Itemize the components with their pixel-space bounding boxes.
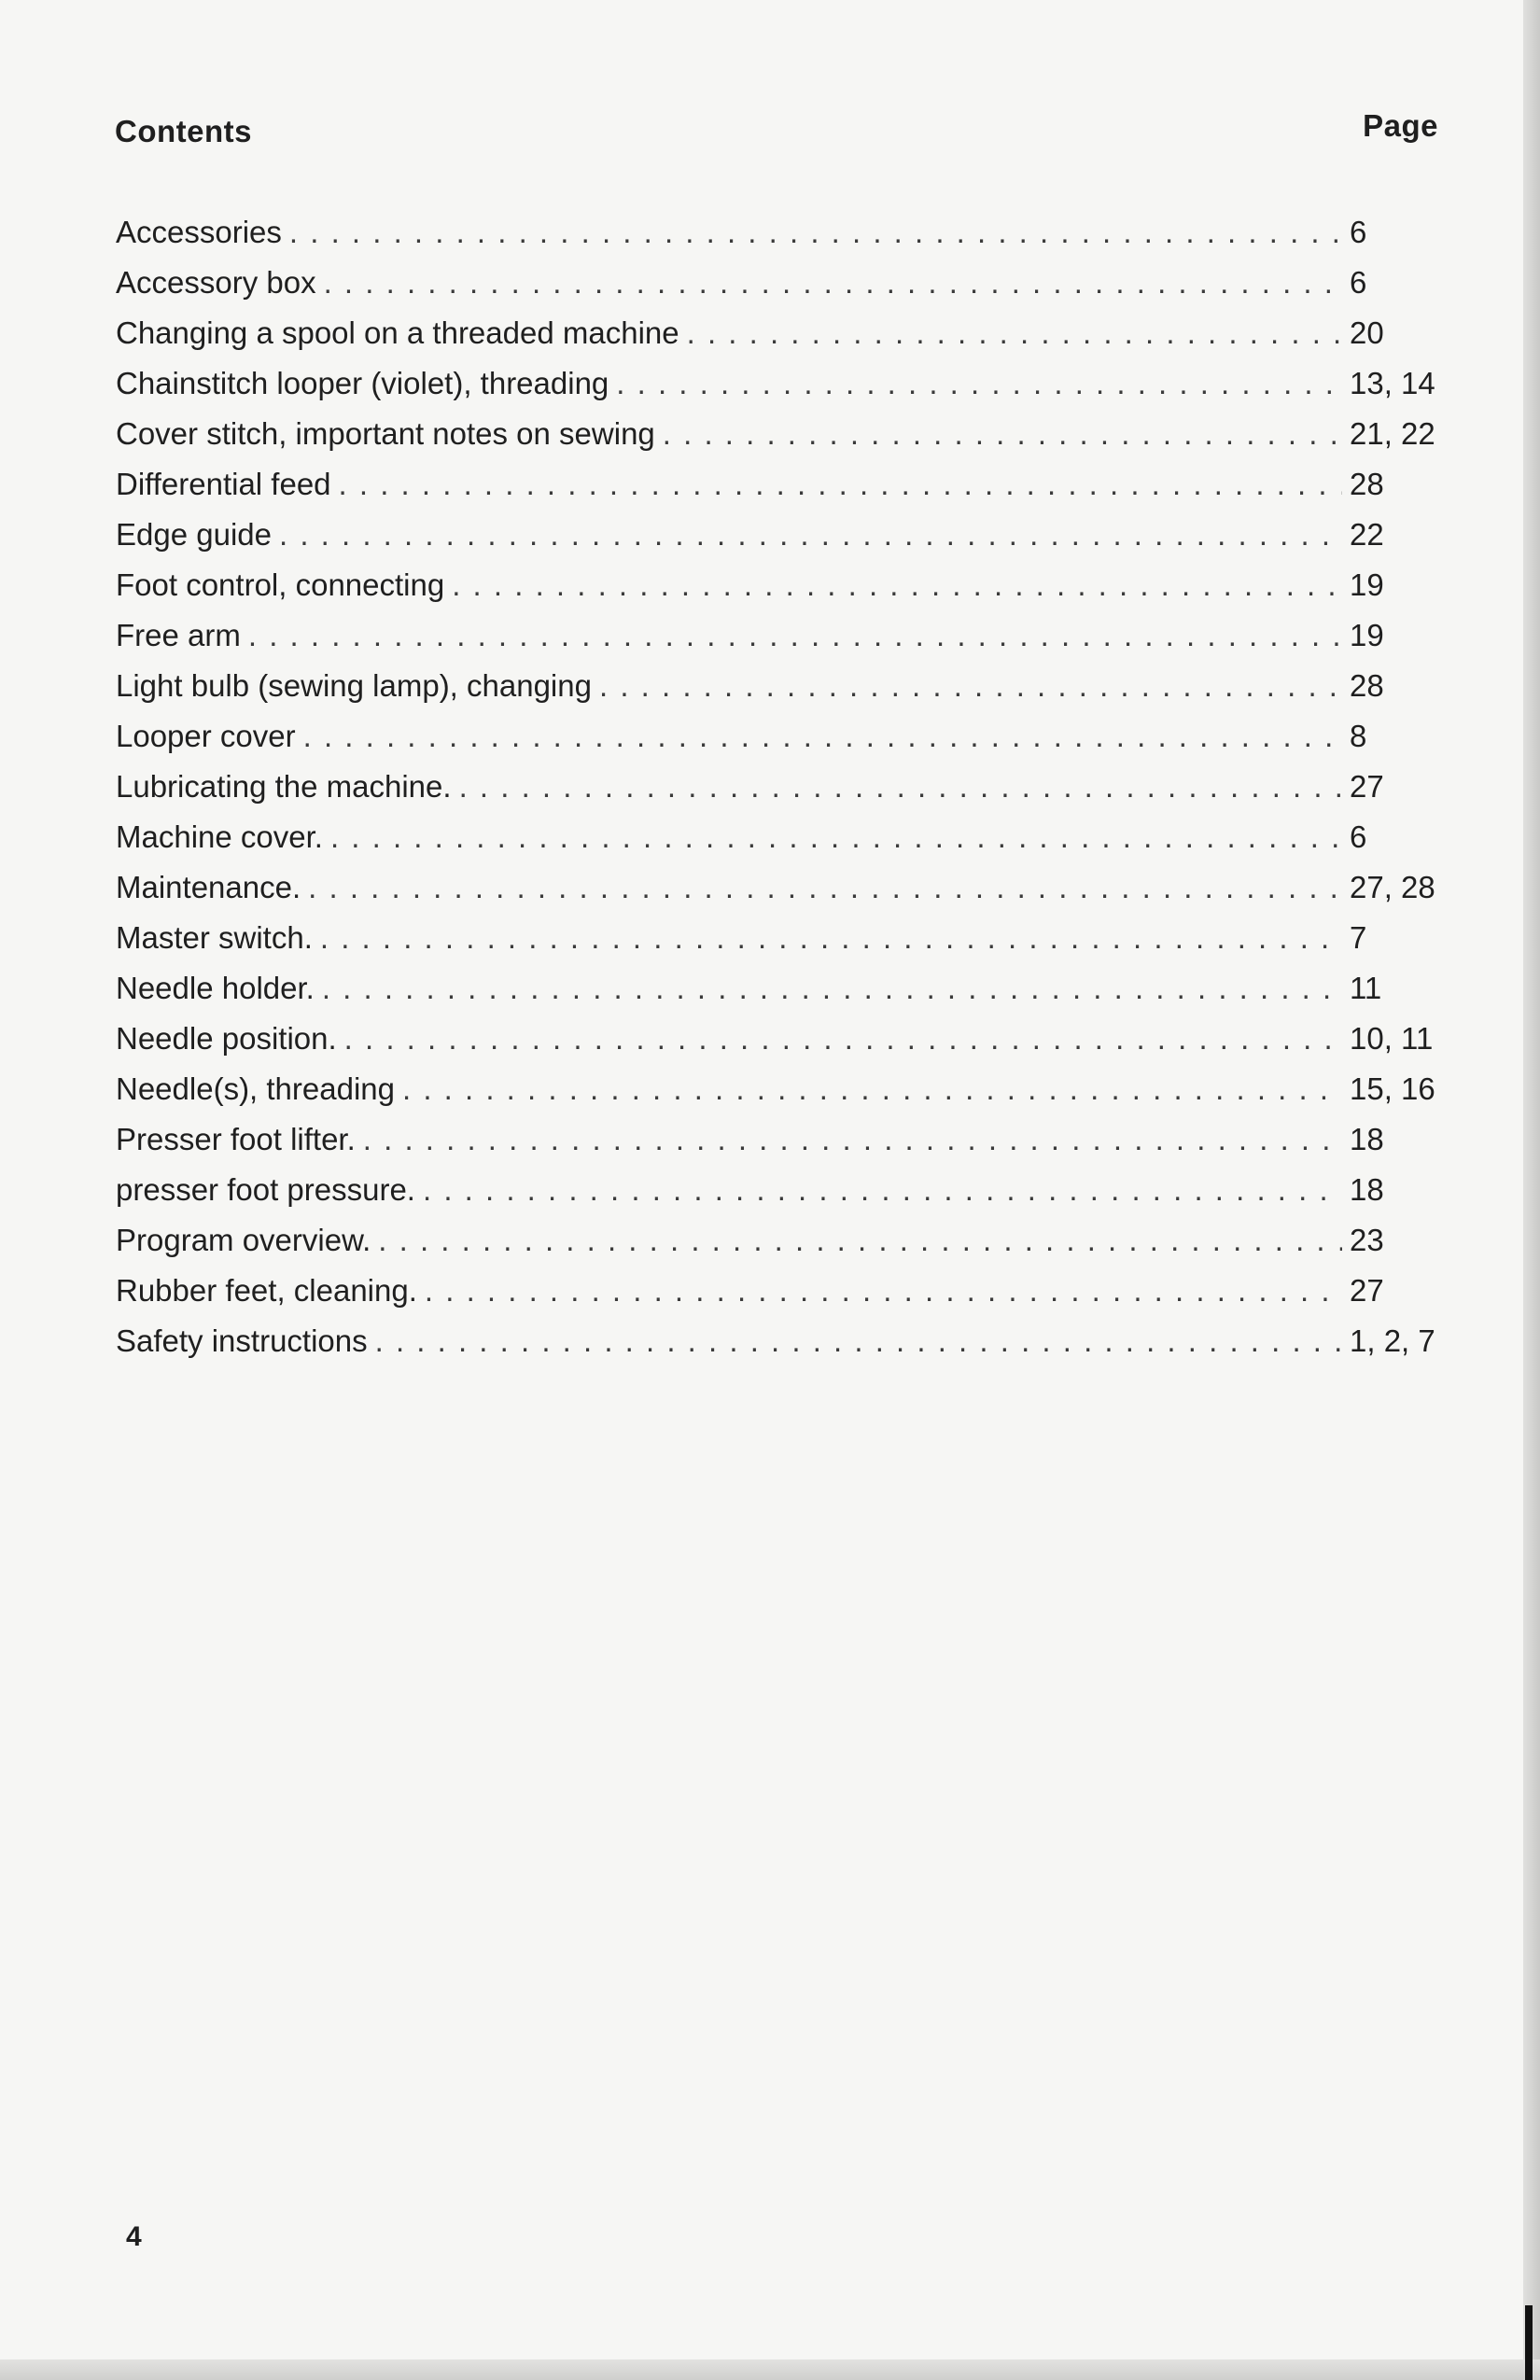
dot-leader [279,510,1342,560]
toc-entry-page: 6 [1350,265,1367,300]
toc-entry-label: Chainstitch looper (violet), threading [116,366,609,400]
toc-entry [116,1165,1460,1215]
toc-entry-page: 11 [1350,971,1382,1005]
toc-entry-label: Master switch. [116,920,313,955]
toc-entry-page: 27, 28 [1350,870,1435,904]
toc-entry-label: Lubricating the machine. [116,769,452,804]
dot-leader [402,1064,1342,1114]
dot-leader [330,812,1342,862]
toc-entry-label: Light bulb (sewing lamp), changing [116,668,592,703]
toc-entry [116,711,1460,762]
dot-leader [344,1014,1342,1064]
toc-entry-page: 23 [1350,1223,1384,1257]
toc-entry-label: Program overview. [116,1223,371,1257]
toc-entry-label: Foot control, connecting [116,567,445,602]
dot-leader [375,1316,1342,1366]
toc-entry [116,762,1460,812]
toc-entry-page: 6 [1350,819,1367,854]
dot-leader [363,1114,1342,1165]
toc-entry-page: 20 [1350,315,1384,350]
toc-entry-label: Rubber feet, cleaning. [116,1273,417,1308]
toc-entry [116,1014,1460,1064]
toc-entry-page: 18 [1350,1172,1384,1207]
dot-leader [423,1165,1342,1215]
toc-entry-label: Safety instructions [116,1323,368,1358]
dot-leader [599,661,1342,711]
toc-entry [116,258,1460,308]
toc-entry-page: 8 [1350,719,1367,753]
toc-entry-page: 28 [1350,467,1384,501]
toc-entry [116,560,1460,610]
toc-entry [116,510,1460,560]
toc-entry [116,963,1460,1014]
page-column-heading: Page [1363,108,1438,143]
dot-leader [425,1266,1342,1316]
toc-entry [116,409,1460,459]
toc-entry [116,207,1460,258]
toc-entry-page: 13, 14 [1350,366,1435,400]
dot-leader [308,862,1342,913]
toc-entry [116,358,1460,409]
toc-entry-label: Changing a spool on a threaded machine [116,315,679,350]
toc-entry [116,1266,1460,1316]
toc-entry-page: 18 [1350,1122,1384,1156]
toc-entry-page: 19 [1350,618,1384,652]
page-bottom-shadow [0,2359,1540,2380]
dot-leader [459,762,1342,812]
toc-entry-label: Free arm [116,618,241,652]
toc-entry-label: Edge guide [116,517,272,552]
toc-entry [116,1316,1460,1366]
toc-entry [116,1114,1460,1165]
dot-leader [248,610,1342,661]
dot-leader [324,258,1342,308]
toc-entry-page: 27 [1350,769,1384,804]
toc-entry-label: Looper cover [116,719,296,753]
page-number: 4 [126,2221,142,2252]
toc-entry-label: Cover stitch, important notes on sewing [116,416,655,451]
binding-mark [1525,2305,1533,2380]
dot-leader [452,560,1342,610]
toc-entry-page: 19 [1350,567,1384,602]
toc-entry-page: 7 [1350,920,1367,955]
toc-entry [116,308,1460,358]
toc-entry [116,862,1460,913]
toc-entry [116,610,1460,661]
toc-entry-page: 22 [1350,517,1384,552]
toc-entry [116,1215,1460,1266]
toc-entry-label: Needle position. [116,1021,337,1056]
toc-entry-label: presser foot pressure. [116,1172,415,1207]
toc-entry-label: Machine cover. [116,819,323,854]
dot-leader [303,711,1342,762]
contents-header [115,108,1438,155]
toc-entry-label: Accessories [116,215,282,249]
dot-leader [339,459,1342,510]
toc-entry-label: Accessory box [116,265,316,300]
toc-entry [116,913,1460,963]
toc-entry [116,661,1460,711]
toc-entry-page: 15, 16 [1350,1071,1435,1106]
dot-leader [663,409,1342,459]
dot-leader [616,358,1342,409]
toc-entry-label: Presser foot lifter. [116,1122,356,1156]
toc-entry [116,1064,1460,1114]
dot-leader [687,308,1342,358]
dot-leader [320,913,1342,963]
toc-entry-label: Needle holder. [116,971,315,1005]
toc-entry-page: 21, 22 [1350,416,1435,451]
table-of-contents [116,207,1460,1366]
toc-entry-page: 28 [1350,668,1384,703]
contents-title: Contents [115,114,252,148]
toc-entry-label: Needle(s), threading [116,1071,395,1106]
dot-leader [289,207,1342,258]
toc-entry [116,812,1460,862]
toc-entry-label: Differential feed [116,467,331,501]
page-edge-shadow [1523,0,1540,2380]
toc-entry [116,459,1460,510]
toc-entry-page: 27 [1350,1273,1384,1308]
dot-leader [378,1215,1342,1266]
toc-entry-page: 1, 2, 7 [1350,1323,1435,1358]
toc-entry-page: 10, 11 [1350,1021,1434,1056]
dot-leader [322,963,1342,1014]
toc-entry-label: Maintenance. [116,870,301,904]
toc-entry-page: 6 [1350,215,1367,249]
